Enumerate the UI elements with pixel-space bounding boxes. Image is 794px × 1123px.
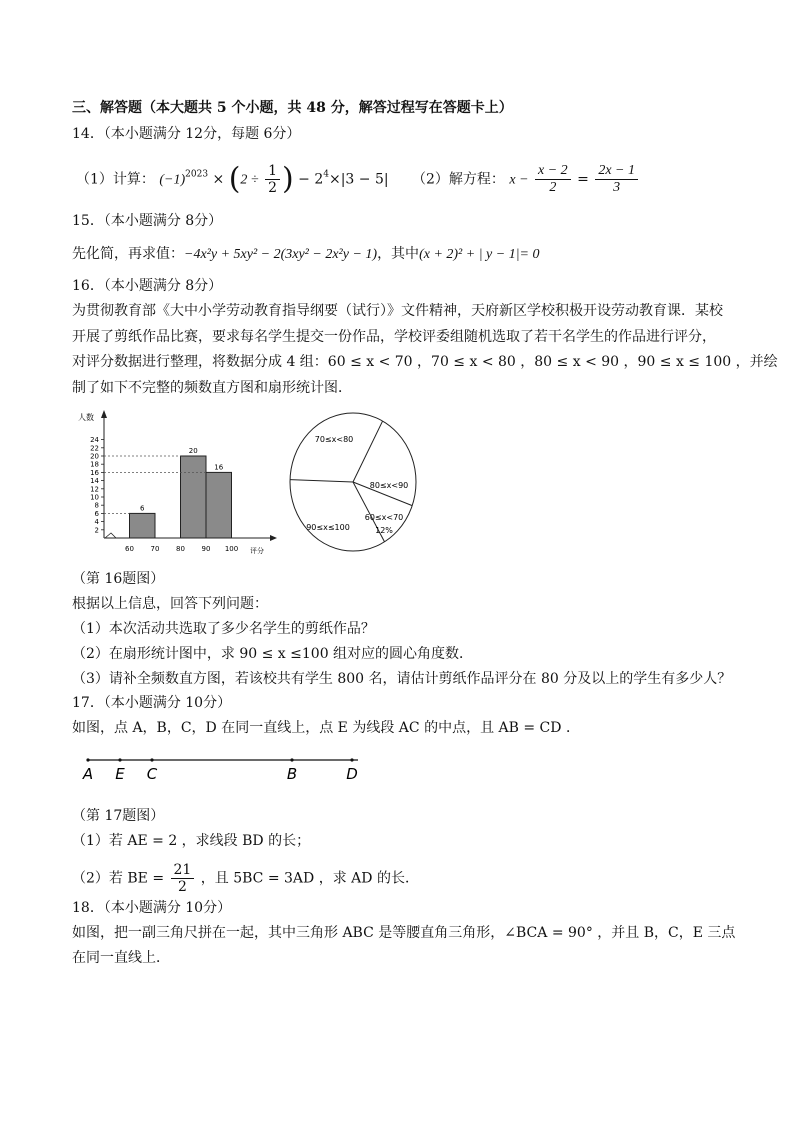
segment-point-label: D bbox=[346, 765, 358, 783]
pie-slice-label: 70≤x<80 bbox=[314, 435, 354, 444]
q17-header: 17．（本小题满分 10分） bbox=[72, 695, 232, 711]
q17-caption: （第 17题图） bbox=[72, 808, 165, 824]
q14-frac1-num: x − 2 bbox=[535, 163, 571, 180]
segment-point-label: A bbox=[82, 765, 94, 783]
q16-header: 16．（本小题满分 8分） bbox=[72, 278, 223, 294]
q16-intro: 根据以上信息，回答下列问题： bbox=[72, 596, 268, 612]
q17-stem: 如图，点 A，B，C，D 在同一直线上，点 E 为线段 AC 的中点，且 AB = CD ． bbox=[72, 720, 580, 736]
y-tick-label: 20 bbox=[90, 452, 99, 461]
bar-data-label: 6 bbox=[140, 504, 145, 513]
q15-cond: (x + 2)² + | y − 1|= 0 bbox=[419, 247, 540, 262]
q18-header: 18．（本小题满分 10分） bbox=[72, 900, 232, 916]
y-tick-label: 18 bbox=[90, 460, 99, 469]
q14-part2-eq: = bbox=[577, 171, 589, 188]
q14-part1-label: （1）计算： bbox=[76, 171, 155, 188]
y-tick-label: 8 bbox=[94, 501, 99, 510]
x-tick-label: 90 bbox=[201, 545, 211, 553]
q15-cond-prefix: ，其中 bbox=[377, 246, 420, 262]
y-tick-label: 22 bbox=[90, 444, 99, 453]
q14-header: 14．（本小题满分 12分，每题 6分） bbox=[72, 126, 301, 142]
y-tick-label: 10 bbox=[90, 493, 99, 502]
q14-frac2-den: 3 bbox=[613, 180, 621, 195]
x-tick-label: 80 bbox=[176, 545, 185, 553]
y-tick-label: 4 bbox=[94, 518, 99, 527]
q17-sub2-b: ，且 5BC = 3AD ，求 AD 的长． bbox=[200, 870, 419, 887]
q15-header: 15．（本小题满分 8分） bbox=[72, 213, 223, 229]
q14-part1-expr-a: (−1) bbox=[159, 172, 186, 188]
x-axis-label: 评分 bbox=[250, 547, 264, 555]
q14-frac1-den: 2 bbox=[549, 180, 557, 195]
q16-sub1: （1）本次活动共选取了多少名学生的剪纸作品？ bbox=[72, 621, 375, 637]
histogram-bar bbox=[130, 513, 156, 538]
y-axis-arrow bbox=[101, 410, 107, 418]
q17-frac-den: 2 bbox=[177, 879, 187, 895]
q16-para3: 对评分数据进行整理，将数据分成 4 组：60 ≤ x < 70 ，70 ≤ x < 80 ，80 ≤ x < 90 ，90 ≤ x ≤ 100 ，并绘 bbox=[72, 354, 778, 370]
y-tick-label: 24 bbox=[90, 436, 99, 445]
q15-expr: −4x²y + 5xy² − 2(3xy² − 2x²y − 1) bbox=[184, 247, 378, 262]
x-tick-label: 60 bbox=[125, 545, 134, 553]
bar-data-label: 16 bbox=[214, 463, 224, 472]
q17-sub1: （1）若 AE = 2 ，求线段 BD 的长； bbox=[72, 833, 311, 849]
segment-point bbox=[290, 758, 293, 761]
q17-sub2 bbox=[72, 862, 419, 895]
pie-chart bbox=[286, 410, 420, 554]
q17-frac-num: 21 bbox=[171, 862, 195, 879]
q14-part1 bbox=[76, 163, 389, 196]
bar-data-label: 20 bbox=[188, 447, 198, 455]
q16-sub2: （2）在扇形统计图中，求 90 ≤ x ≤100 组对应的圆心角度数． bbox=[72, 646, 474, 662]
q16-para2: 开展了剪纸作品比赛，要求每名学生提交一份作品，学校评委组随机选取了若干名学生的作品进行评分， bbox=[72, 329, 716, 345]
q14-part1-expr-d: ×|3 − 5| bbox=[328, 171, 389, 188]
axis-break-mark bbox=[105, 533, 116, 538]
y-tick-label: 16 bbox=[90, 468, 99, 477]
q16-caption: （第 16题图） bbox=[72, 571, 165, 587]
segment-point bbox=[86, 758, 89, 761]
histogram-bar bbox=[181, 456, 207, 538]
y-axis-label: 人数 bbox=[78, 413, 94, 422]
q14-frac-den: 2 bbox=[268, 180, 277, 196]
segment-point bbox=[118, 758, 121, 761]
pie-slice-label: 80≤x<90 bbox=[369, 481, 409, 490]
q17-sub2-frac bbox=[171, 862, 195, 895]
histogram-chart bbox=[74, 406, 284, 560]
q14-part2-x: x − bbox=[509, 172, 529, 188]
q14-part2-frac2 bbox=[595, 163, 638, 196]
q18-para1: 如图，把一副三角尺拼在一起，其中三角形 ABC 是等腰直角三角形，∠BCA = 90° ，并且 B，C，E 三点 bbox=[72, 925, 736, 941]
pie-slice-percent: 12% bbox=[375, 526, 393, 535]
x-axis-arrow bbox=[270, 535, 277, 541]
q14-part2-label: （2）解方程： bbox=[412, 171, 505, 188]
line-segment-figure bbox=[80, 752, 370, 792]
y-tick-label: 14 bbox=[90, 477, 99, 486]
histogram-bar bbox=[206, 472, 232, 538]
q16-para1: 为贯彻教育部《大中小学劳动教育指导纲要（试行）》文件精神，天府新区学校积极开设劳动教育课．某校 bbox=[72, 303, 723, 319]
pie-slice-label: 90≤x≤100 bbox=[306, 523, 350, 532]
q14-part2-frac1 bbox=[535, 163, 571, 196]
q14-paren-open: ( bbox=[228, 161, 241, 197]
q14-part1-frac bbox=[265, 163, 280, 196]
q14-part1-inner: 2 ÷ bbox=[240, 172, 259, 188]
y-tick-label: 6 bbox=[94, 509, 99, 518]
q16-sub3: （3）请补全频数直方图，若该校共有学生 800 名，请估计剪纸作品评分在 80 分及以上的学生有多少人？ bbox=[72, 671, 732, 687]
q18-para2: 在同一直线上． bbox=[72, 950, 170, 966]
q17-sub2-a: （2）若 BE = bbox=[72, 870, 165, 887]
pie-slice-label: 60≤x<70 bbox=[364, 513, 404, 522]
segment-point bbox=[350, 758, 353, 761]
section-title: 三、解答题（本大题共 5 个小题，共 48 分，解答过程写在答题卡上） bbox=[72, 100, 513, 116]
y-tick-label: 12 bbox=[90, 485, 99, 494]
q15-prompt: 先化简，再求值： bbox=[72, 246, 184, 262]
x-tick-label: 100 bbox=[224, 545, 239, 553]
q14-paren-close: ) bbox=[281, 161, 294, 197]
q14-part2 bbox=[412, 163, 640, 196]
q14-part1-exp2: 4 bbox=[323, 169, 329, 180]
segment-point-label: B bbox=[286, 765, 298, 783]
q14-frac2-num: 2x − 1 bbox=[595, 163, 638, 180]
y-tick-label: 2 bbox=[94, 526, 99, 535]
x-tick-label: 70 bbox=[150, 545, 160, 553]
q14-frac-num: 1 bbox=[265, 163, 280, 180]
segment-point-label: C bbox=[146, 765, 158, 783]
segment-point bbox=[150, 758, 153, 761]
q14-part1-exp: 2023 bbox=[185, 169, 209, 180]
q15-body bbox=[72, 244, 540, 265]
q16-para4: 制了如下不完整的频数直方图和扇形统计图． bbox=[72, 380, 352, 396]
segment-point-label: E bbox=[115, 765, 125, 783]
q14-part1-expr-b: × bbox=[212, 171, 225, 188]
q14-part1-expr-c: − 2 bbox=[298, 171, 324, 188]
